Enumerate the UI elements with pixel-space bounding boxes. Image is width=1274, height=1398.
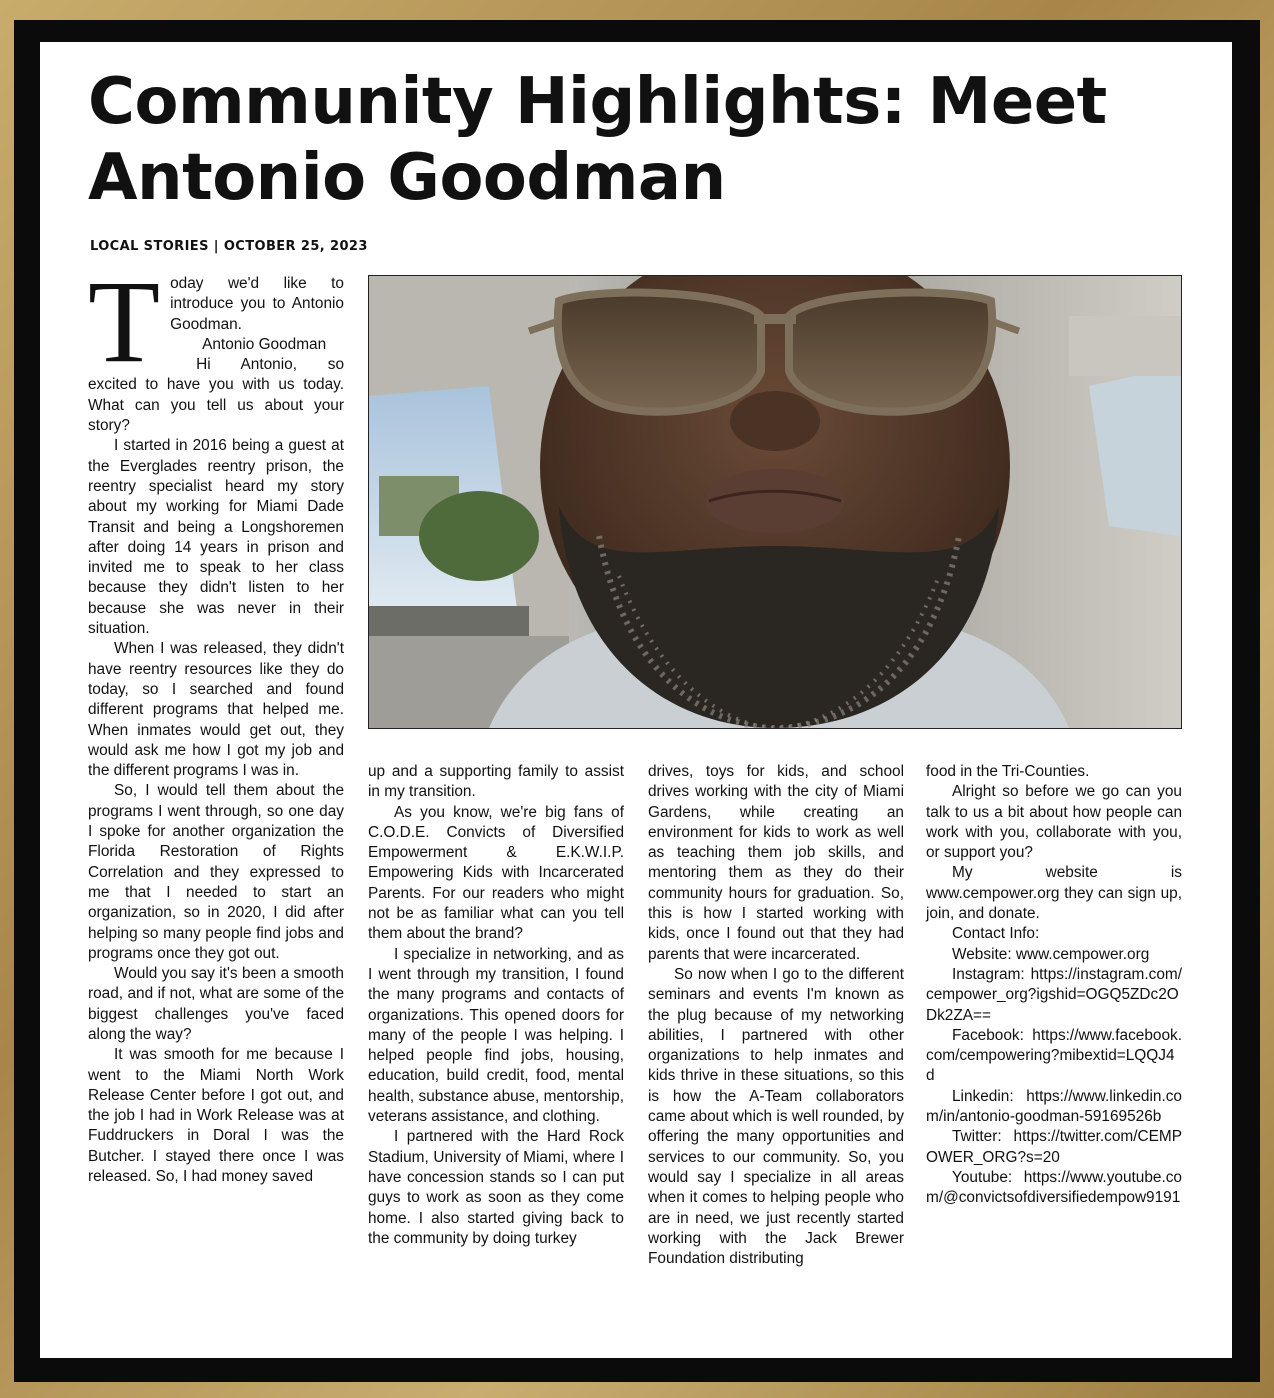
facebook-link[interactable]: Facebook: https://www.facebook.com/cempowering?mibextid=LQQJ4d [926, 1026, 1182, 1085]
youtube-link[interactable]: Youtube: https://www.youtube.com/@convictsofdiversifiedempow9191 [926, 1168, 1182, 1207]
twitter-link[interactable]: Twitter: https://twitter.com/CEMPOWER_ORG?s=20 [926, 1128, 1182, 1166]
paragraph: Hi Antonio, so excited to have you with us today. What can you tell us about your story? [88, 356, 344, 435]
portrait-photo [368, 275, 1182, 729]
website-link[interactable]: Website: www.cempower.org [952, 945, 1150, 963]
paragraph: So now when I go to the different seminars and events I'm known as the plug because of my networking abilities, I partnered with other organizations to help inmates and kids thrive in these situations, so this is how the A-Team collaborators came about which is well rounded, by offering the many opportunities and services to our community. So, you would say I specialize in all areas when it comes to helping people who are in need, we just recently started working with the Jack Brewer Foundation distributing [648, 965, 904, 1268]
column-4 [926, 762, 1182, 1342]
paragraph: Would you say it's been a smooth road, and if not, what are some of the biggest challenges you've faced along the way? [88, 965, 344, 1043]
paragraph: Alright so before we go can you talk to us a bit about how people can work with you, collaborate with you, or support you? [926, 783, 1182, 862]
paragraph: Antonio Goodman [202, 335, 327, 353]
paragraph: oday we'd like to introduce you to Antonio Goodman. [170, 275, 344, 333]
portrait-illustration [369, 276, 1181, 728]
paragraph: food in the Tri-Counties. [926, 763, 1090, 780]
linkedin-link[interactable]: Linkedin: https://www.linkedin.com/in/antonio-goodman-59169526b [926, 1087, 1182, 1126]
paragraph: It was smooth for me because I went to the Miami North Work Release Center before I got out, and the job I had in Work Release was at Fuddruckers in Doral I was the Butcher. I stayed there once I was released. So, I had money saved [88, 1046, 344, 1186]
paragraph: drives, toys for kids, and school drives working with the city of Miami Gardens, while creating an environment for kids to work as well as teaching them job skills, and mentoring them as they do their community hours for graduation. So, this is how I started working with kids, once I found out that they had parents that were incarcerated. [648, 763, 904, 963]
paragraph: up and a supporting family to assist in my transition. [368, 763, 624, 801]
article-page [40, 42, 1232, 1358]
contact-heading: Contact Info: [952, 925, 1040, 943]
paragraph: When I was released, they didn't have reentry resources like they do today, so I searched and found different programs that helped me. When inmates would get out, they would ask me how I got my job and the different programs I was in. [88, 640, 344, 780]
paragraph: I partnered with the Hard Rock Stadium, University of Miami, where I have concession stands so I can put guys to work as soon as they come home. I also started giving back to the community by doing turkey [368, 1128, 624, 1247]
column-1 [88, 256, 344, 1334]
paragraph: As you know, we're big fans of C.O.D.E. Convicts of Diversified Empowerment & E.K.W.I.P. Empowering Kids with Incarcerated Parents. For our readers who might not be as familiar what can you tell them about the brand? [368, 803, 624, 943]
headline: Community Highlights: Meet Antonio Goodman [88, 65, 1107, 215]
column-3 [648, 762, 904, 1342]
paragraph: My website is www.cempower.org they can sign up, join, and donate. [926, 864, 1182, 923]
paragraph: I started in 2016 being a guest at the Everglades reentry prison, the reentry specialist heard my story about my working for Miami Dade Transit and being a Longshoremen after doing 14 years in prison and invited me to speak to her class because they didn't listen to her because she was never in their situation. [88, 437, 344, 638]
instagram-link[interactable]: Instagram: https://instagram.com/cempower_org?igshid=OGQ5ZDc2ODk2ZA== [926, 965, 1182, 1024]
paragraph: I specialize in networking, and as I went through my transition, I found the many programs and contacts of organizations. This opened doors for many of the people I was helping. I helped people find jobs, housing, education, build credit, food, mental health, substance abuse, mentorship, veterans assistance, and clothing. [368, 945, 624, 1126]
paragraph: So, I would tell them about the programs I went through, so one day I spoke for another organization the Florida Restoration of Rights Correlation and they expressed to me that I needed to start an organization, so in 2020, I did after helping so many people find jobs and programs once they got out. [88, 782, 344, 962]
byline: LOCAL STORIES | OCTOBER 25, 2023 [90, 239, 368, 254]
column-2 [368, 762, 624, 1342]
drop-cap: T [88, 256, 161, 387]
